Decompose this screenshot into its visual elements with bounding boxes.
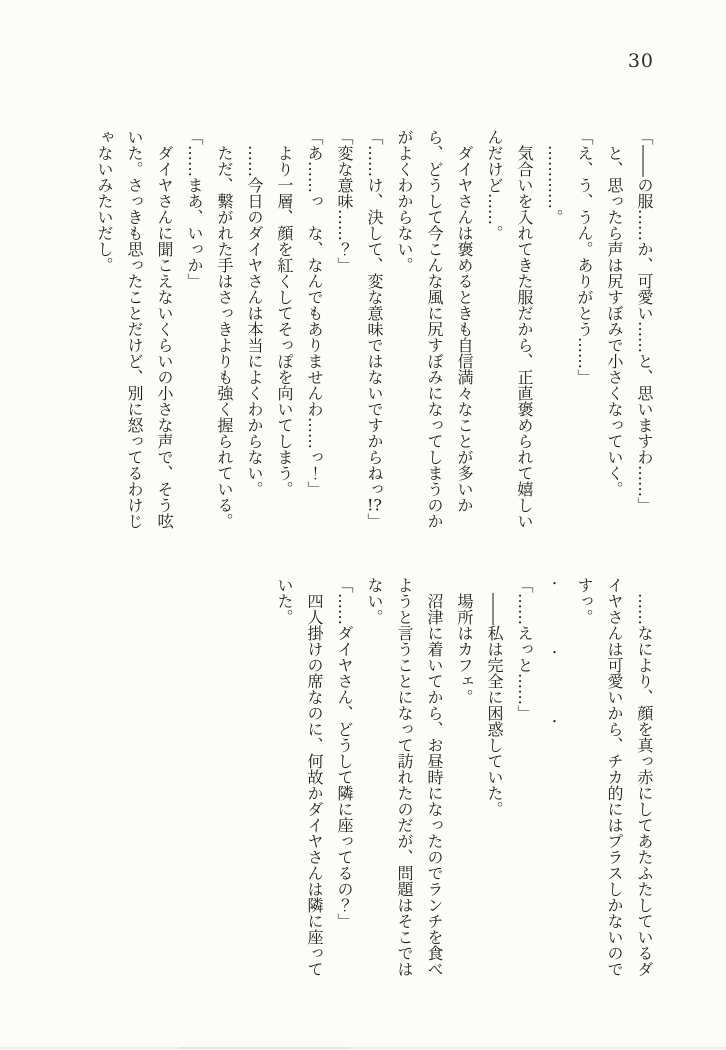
text-line: 「――の服……か、可愛い……と、思いますわ……」	[635, 129, 654, 513]
text-line: 「あ……っ な、なんでもありませんわ……っ！」	[305, 129, 324, 497]
text-line: ない。	[365, 577, 384, 625]
text-line: ただ、繋がれた手はさっきよりも強く握られている。	[215, 129, 234, 529]
exclamation-question-tcy: !?	[366, 497, 382, 513]
text-line: がよくわからない。	[395, 129, 414, 273]
text-line: 「……えっと……」	[515, 577, 534, 721]
text-line: より一層、顔を紅くしてそっぽを向いてしまう。	[275, 129, 294, 497]
text-line: ダイヤさんは褒めるときも自信満々なことが多いか	[455, 129, 474, 513]
text-line: 場所はカフェ。	[455, 577, 474, 705]
text-line: 気合いを入れてきた服だから、正直褒められて嬉しい	[515, 129, 534, 529]
text-line: 四人掛けの席なのに、何故かダイヤさんは隣に座って	[305, 577, 324, 977]
text-line: 「変な意味……？」	[335, 129, 354, 273]
text-line: イヤさんは可愛いから、チカ的にはプラスしかないので	[605, 577, 624, 977]
page-number: 30	[627, 50, 654, 72]
text-line: 「……ダイヤさん、どうして隣に座ってるの？」	[335, 577, 354, 929]
text-line: 「……まあ、いっか」	[185, 129, 204, 289]
text-line: 「え、う、うん。ありがとう……」	[575, 129, 594, 385]
text-line: …………。	[545, 129, 564, 225]
scene-break-dots: ・・・	[547, 577, 561, 784]
text-line: いた。さっきも思ったことだけど、別に怒ってるわけじ	[125, 129, 144, 529]
text-line: 沼津に着いてから、お昼時になったのでランチを食べ	[425, 577, 444, 977]
text-line: ……今日のダイヤさんは本当によくわからない。	[245, 129, 264, 497]
text-line: 「……け、決して、変な意味ではないですからねっ!?」	[365, 129, 384, 529]
text-line: いた。	[275, 577, 294, 625]
text-line: すっ。	[575, 577, 594, 625]
text-line: ――私は完全に困惑していた。	[485, 577, 504, 817]
scan-artifact-line-dark	[180, 1047, 350, 1049]
top-text-block	[89, 129, 659, 553]
text-line: ら、どうして今こんな風に尻すぼみになってしまうのか	[425, 129, 444, 529]
text-line: んだけど……。	[485, 129, 504, 241]
scan-artifact-line	[0, 1047, 726, 1049]
text-line: ……なにより、顔を真っ赤にしてあたふたしているダ	[635, 577, 654, 977]
bottom-text-block	[89, 577, 659, 1001]
text-line: ゃないみたいだし。	[95, 129, 114, 273]
text-line: と、思ったら声は尻すぼみで小さくなっていく。	[605, 129, 624, 497]
text-line: ダイヤさんに聞こえないくらいの小さな声で、そう呟	[155, 129, 174, 529]
text-line: ようと言うことになって訪れたのだが、問題はそこでは	[395, 577, 414, 977]
